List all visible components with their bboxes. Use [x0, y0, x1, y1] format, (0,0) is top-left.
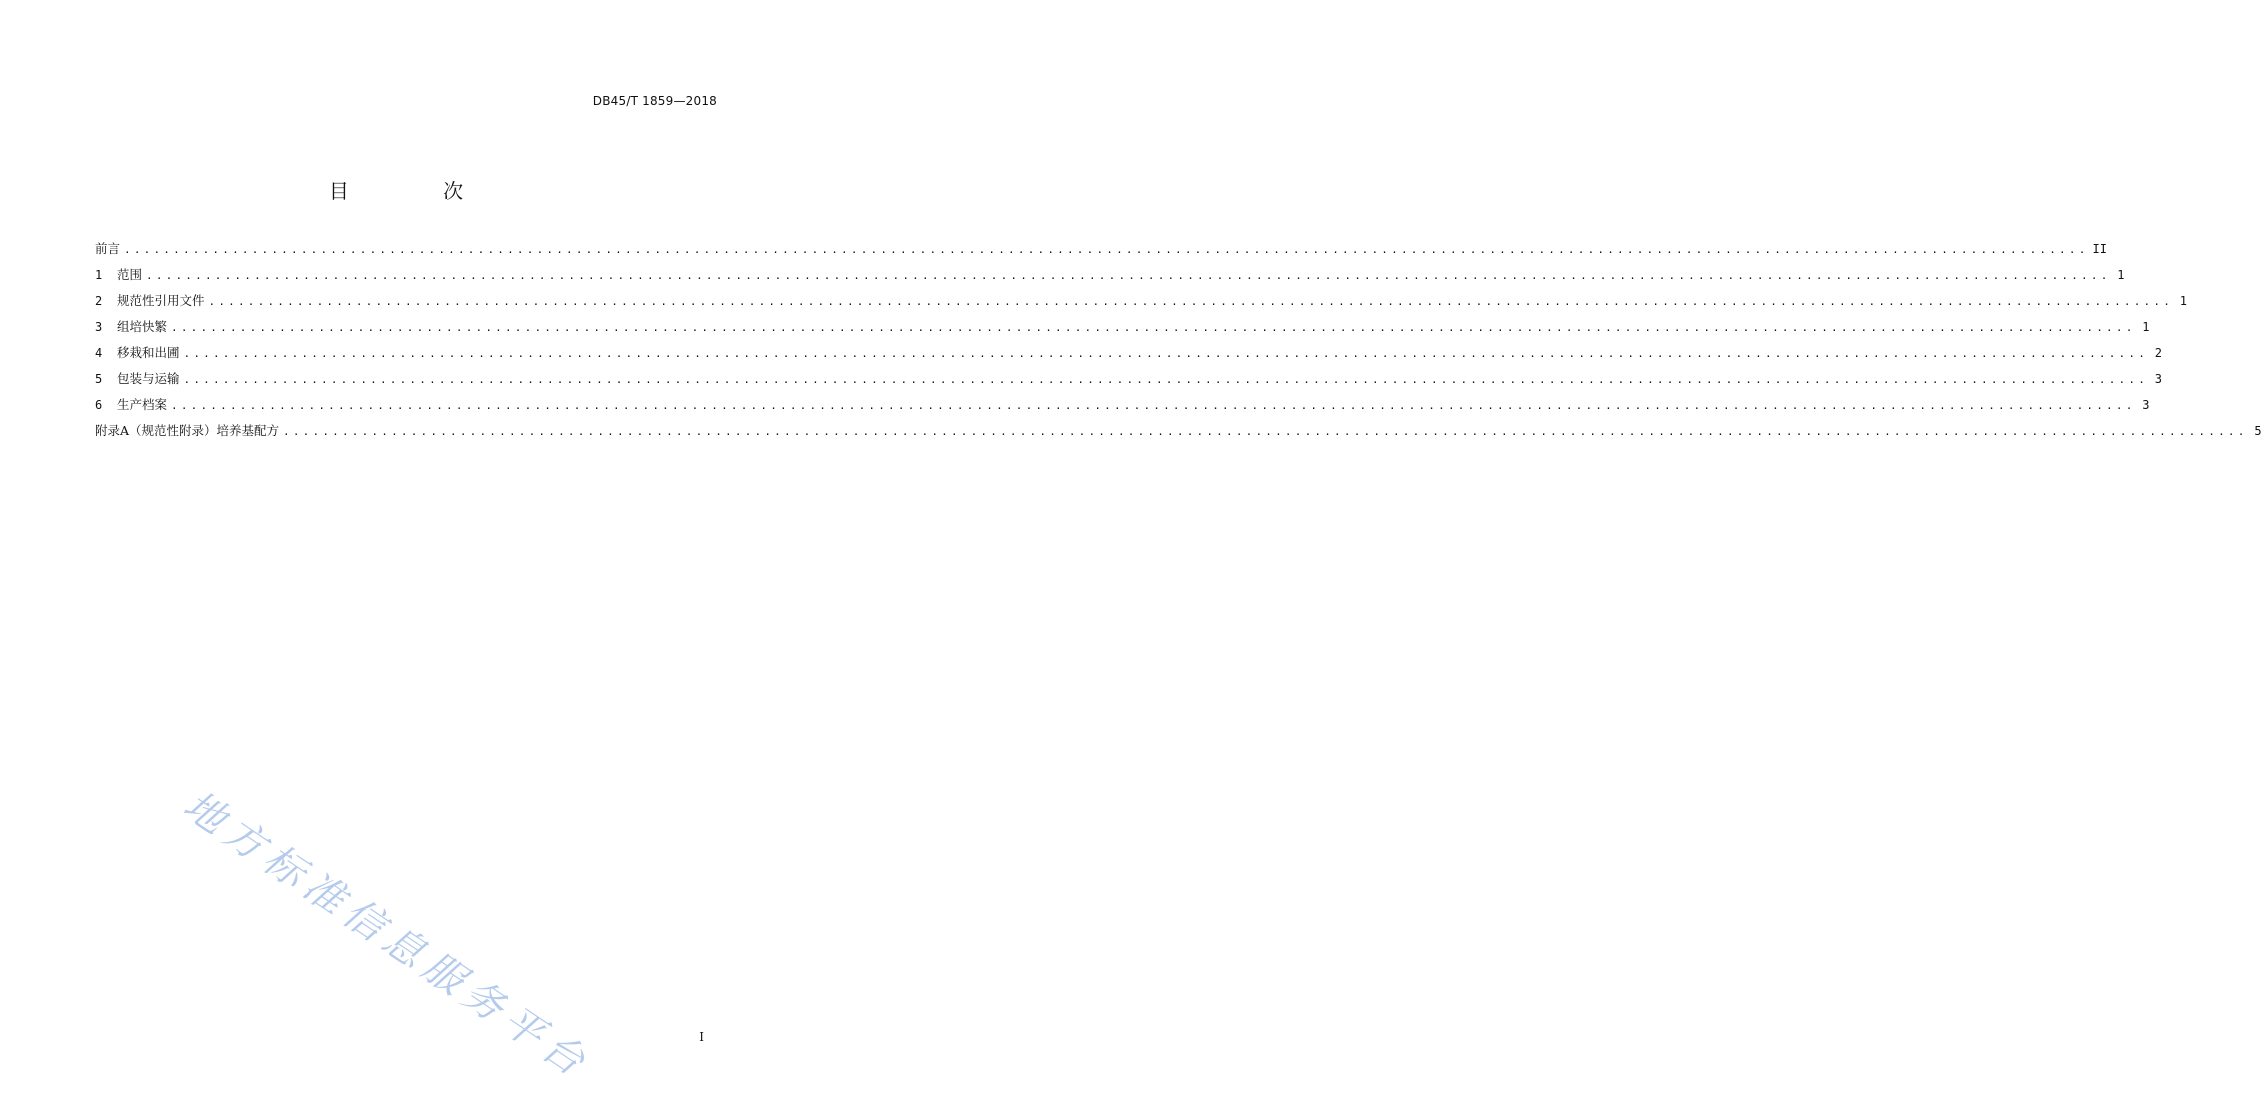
toc-entry-number: 4	[95, 346, 103, 360]
toc-entry-number: 3	[95, 320, 103, 334]
toc-leader-dots: ........................................................................................................................................................................................................	[183, 373, 2149, 386]
toc-entry-number: 1	[95, 268, 103, 282]
page-number: I	[699, 1030, 704, 1044]
toc-entry-page: 1	[2179, 294, 2188, 308]
toc-entry-number: 2	[95, 294, 103, 308]
toc-entry-page: 5	[2254, 424, 2262, 438]
toc-entry-label: 组培快繁	[117, 319, 168, 334]
toc-entry-page: II	[2092, 242, 2107, 256]
toc-entry[interactable]	[95, 369, 2163, 395]
page-title: 目 次	[328, 179, 508, 203]
toc-entry[interactable]	[95, 291, 2188, 317]
table-of-contents	[95, 239, 2262, 447]
standard-code: DB45/T 1859—2018	[592, 94, 717, 108]
toc-entry-label: 附录A（规范性附录）培养基配方	[95, 423, 280, 438]
toc-entry-page: 1	[2117, 268, 2125, 282]
watermark: 地方标准信息服务平台	[175, 782, 599, 1089]
toc-entry-page: 3	[2154, 372, 2163, 386]
toc-leader-dots: ........................................................................................................................................................................................................	[183, 347, 2149, 360]
toc-leader-dots: ........................................................................................................................................................................................................	[171, 399, 2136, 412]
toc-entry[interactable]	[95, 239, 2107, 265]
toc-entry-number: 5	[95, 372, 103, 386]
toc-entry-label: 前言	[95, 241, 121, 256]
toc-entry[interactable]	[95, 421, 2262, 447]
toc-leader-dots: ........................................................................................................................................................................................................	[124, 243, 2089, 256]
toc-leader-dots: ........................................................................................................................................................................................................	[146, 269, 2111, 282]
toc-leader-dots: ........................................................................................................................................................................................................	[208, 295, 2174, 308]
toc-entry-label: 生产档案	[117, 397, 168, 412]
toc-entry-label: 范围	[117, 267, 143, 282]
toc-leader-dots: ........................................................................................................................................................................................................	[171, 321, 2136, 334]
toc-entry-page: 2	[2154, 346, 2163, 360]
toc-entry[interactable]	[95, 317, 2150, 343]
toc-entry[interactable]	[95, 343, 2163, 369]
toc-entry-label: 移栽和出圃	[117, 345, 180, 360]
toc-leader-dots: ........................................................................................................................................................................................................	[283, 425, 2248, 438]
toc-entry-label: 规范性引用文件	[117, 293, 205, 308]
toc-entry-page: 1	[2142, 320, 2150, 334]
toc-entry[interactable]	[95, 265, 2125, 291]
toc-entry-number: 6	[95, 398, 103, 412]
toc-entry[interactable]	[95, 395, 2150, 421]
toc-entry-label: 包装与运输	[117, 371, 180, 386]
toc-entry-page: 3	[2142, 398, 2150, 412]
